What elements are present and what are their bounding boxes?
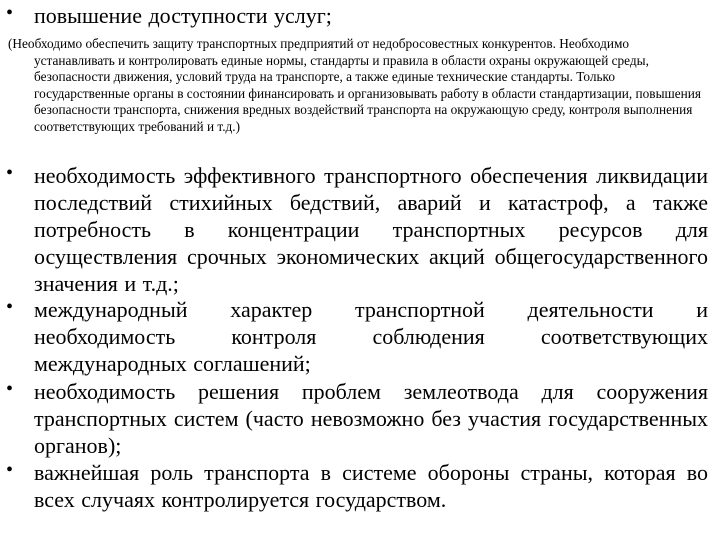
bullet-text: необходимость эффективного транспортного обеспечения ликвидации последствий стихийных бедствий, аварий и катастроф, а также потребность в концентрации транспортных ресурсов для осуществления срочных экономических акций общегосударственного значения и т.д.; [34, 163, 708, 296]
bullet-icon: • [6, 378, 14, 400]
bullet-text: необходимость решения проблем землеотвода для сооружения транспортных систем (часто невозможно без участия государственных органов); [34, 379, 708, 458]
bullet-icon: • [6, 162, 14, 184]
bullet-icon: • [6, 2, 14, 24]
note-paragraph [8, 36, 708, 136]
bullet-icon: • [6, 459, 14, 481]
bullet-text: международный характер транспортной деятельности и необходимость контроля соблюдения соответствующих международных соглашений; [34, 297, 708, 376]
bullet-icon: • [6, 296, 14, 318]
bullet-text: повышение доступности услуг; [34, 3, 332, 28]
note-text: (Необходимо обеспечить защиту транспортных предприятий от недобросовестных конкурентов. Необходимо устанавливать и контролировать единые нормы, стандарты и правила в области охраны окружающей среды, безопасности движения, условий труда на транспорте, а также единые технические стандарты. Только государственные органы в состоянии финансировать и организовывать работу в области стандартизации, повышения безопасности транспорта, снижения вредных воздействий транспорта на окружающую среду, контроля выполнения соответствующих требований и т.д.) [8, 36, 701, 134]
bullet-text: важнейшая роль транспорта в системе обороны страны, которая во всех случаях контролируется государством. [34, 460, 708, 512]
